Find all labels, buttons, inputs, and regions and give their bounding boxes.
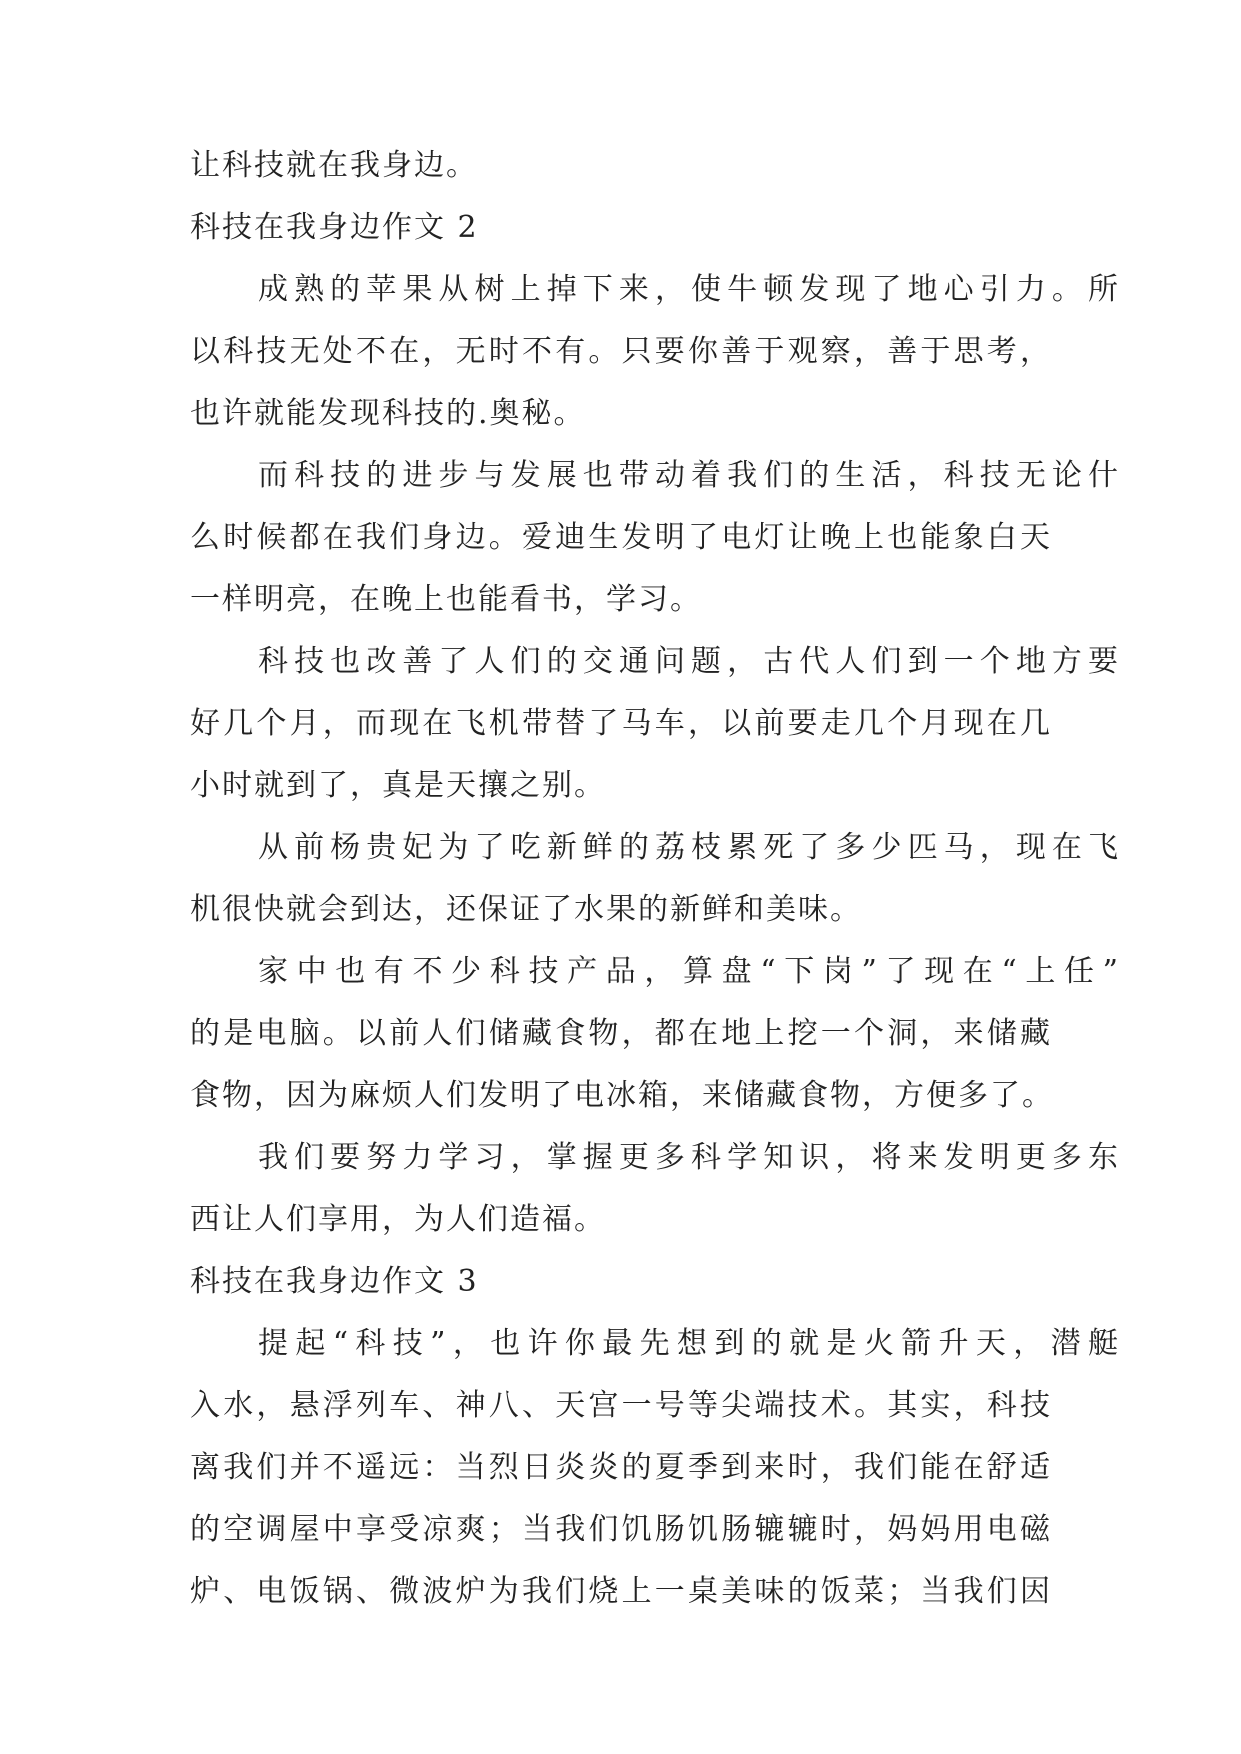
text-line: 么时候都在我们身边。爱迪生发明了电灯让晚上也能象白天 (190, 520, 1052, 555)
text-line: 好几个月，而现在飞机带替了马车，以前要走几个月现在几 (190, 706, 1052, 741)
text-line: 入水，悬浮列车、神八、天宫一号等尖端技术。其实，科技 (190, 1388, 1052, 1423)
text-line: 的空调屋中享受凉爽；当我们饥肠饥肠辘辘时，妈妈用电磁 (190, 1512, 1052, 1547)
text-line: 炉、电饭锅、微波炉为我们烧上一桌美味的饭菜；当我们因 (190, 1574, 1052, 1609)
section-heading: 科技在我身边作文 2 (190, 210, 479, 245)
text-line: 从前杨贵妃为了吃新鲜的荔枝累死了多少匹马，现在飞 (258, 830, 1120, 865)
text-line: 一样明亮，在晚上也能看书，学习。 (190, 582, 702, 617)
text-line: 我们要努力学习，掌握更多科学知识，将来发明更多东 (258, 1140, 1120, 1175)
text-line: 西让人们享用，为人们造福。 (190, 1202, 606, 1237)
text-line: 提起“科技”，也许你最先想到的就是火箭升天，潜艇 (258, 1326, 1120, 1361)
text-line: 而科技的进步与发展也带动着我们的生活，科技无论什 (258, 458, 1120, 493)
text-line: 机很快就会到达，还保证了水果的新鲜和美味。 (190, 892, 862, 927)
text-line: 以科技无处不在，无时不有。只要你善于观察，善于思考， (190, 334, 1052, 369)
text-line: 家中也有不少科技产品，算盘“下岗”了现在“上任” (258, 954, 1120, 989)
text-line: 的是电脑。以前人们储藏食物，都在地上挖一个洞，来储藏 (190, 1016, 1052, 1051)
section-heading: 科技在我身边作文 3 (190, 1264, 479, 1299)
text-line: 食物，因为麻烦人们发明了电冰箱，来储藏食物，方便多了。 (190, 1078, 1054, 1113)
text-line: 让科技就在我身边。 (190, 148, 478, 183)
text-line: 科技也改善了人们的交通问题，古代人们到一个地方要 (258, 644, 1120, 679)
text-line: 小时就到了，真是天攘之别。 (190, 768, 606, 803)
text-line: 也许就能发现科技的.奥秘。 (190, 396, 586, 431)
text-line: 成熟的苹果从树上掉下来，使牛顿发现了地心引力。所 (258, 272, 1120, 307)
text-line: 离我们并不遥远：当烈日炎炎的夏季到来时，我们能在舒适 (190, 1450, 1052, 1485)
